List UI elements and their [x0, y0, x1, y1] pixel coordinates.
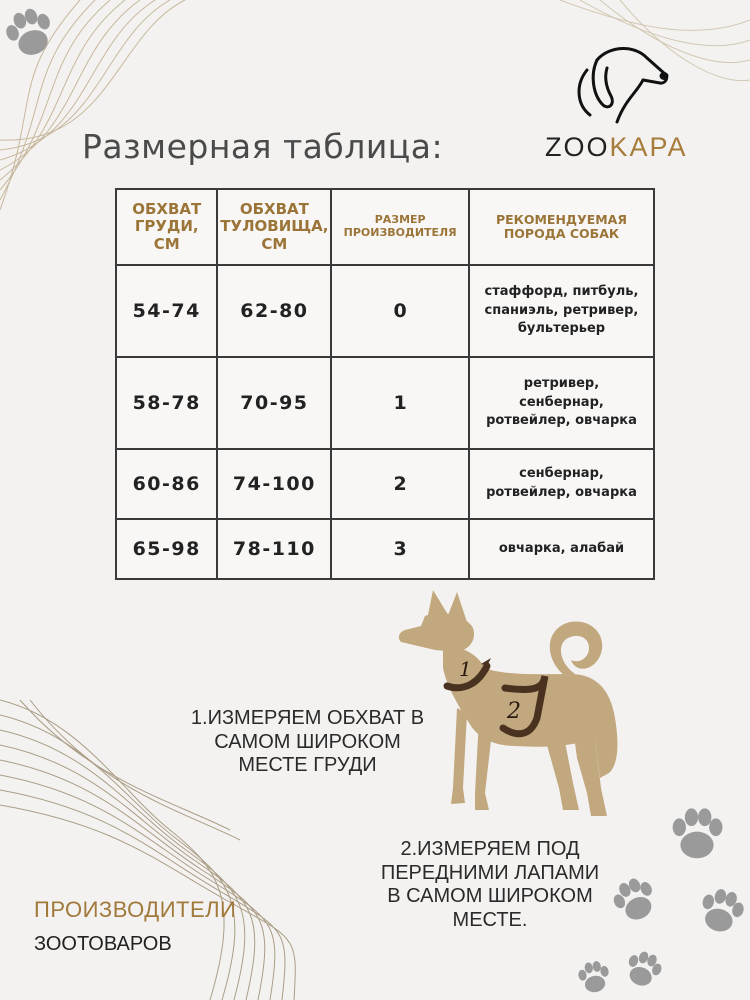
cell-size: 0 [331, 265, 469, 357]
paw-print-icon [622, 948, 664, 992]
table-row [116, 449, 654, 519]
header-size: РАЗМЕР ПРОИЗВОДИТЕЛЯ [331, 189, 469, 265]
cell-body: 70-95 [217, 357, 331, 449]
dog-label-1: 1 [459, 657, 472, 681]
cell-size: 2 [331, 449, 469, 519]
brand-name: ZOOKAPA [545, 132, 688, 162]
instruction-step-1: 1.ИЗМЕРЯЕМ ОБХВАТ В САМОМ ШИРОКОМ МЕСТЕ ГРУДИ [190, 707, 425, 777]
cell-chest: 60-86 [116, 449, 217, 519]
table-row [116, 357, 654, 449]
header-body: ОБХВАТ ТУЛОВИЩА, СМ [217, 189, 331, 265]
cell-chest: 58-78 [116, 357, 217, 449]
cell-breed: овчарка, алабай [469, 519, 654, 579]
dog-label-2: 2 [507, 699, 521, 724]
size-table [115, 188, 655, 580]
dog-head-logo-icon [565, 30, 675, 130]
paw-print-icon [575, 958, 613, 998]
footer-line-2: ЗООТОВАРОВ [34, 933, 172, 955]
paw-print-icon [666, 802, 728, 868]
page-title: Размерная таблица: [82, 127, 444, 166]
cell-body: 74-100 [217, 449, 331, 519]
table-row [116, 519, 654, 579]
paw-print-icon [2, 5, 58, 63]
footer-line-1: ПРОИЗВОДИТЕЛИ [34, 897, 237, 922]
cell-chest: 65-98 [116, 519, 217, 579]
dog-measurement-illustration [395, 588, 640, 838]
paw-print-icon [695, 885, 747, 939]
table-row [116, 265, 654, 357]
brand-logo [545, 30, 715, 170]
cell-size: 3 [331, 519, 469, 579]
header-chest: ОБХВАТ ГРУДИ, СМ [116, 189, 217, 265]
cell-body: 62-80 [217, 265, 331, 357]
cell-size: 1 [331, 357, 469, 449]
cell-breed: ретривер, сенбернар, ротвейлер, овчарка [469, 357, 654, 449]
table-header-row [116, 189, 654, 265]
cell-breed: сенбернар, ротвейлер, овчарка [469, 449, 654, 519]
cell-body: 78-110 [217, 519, 331, 579]
cell-chest: 54-74 [116, 265, 217, 357]
cell-breed: стаффорд, питбуль, спаниэль, ретривер, бультерьер [469, 265, 654, 357]
instruction-step-2: 2.ИЗМЕРЯЕМ ПОД ПЕРЕДНИМИ ЛАПАМИ В САМОМ ШИРОКОМ МЕСТЕ. [380, 838, 600, 931]
header-breed: РЕКОМЕНДУЕМАЯ ПОРОДА СОБАК [469, 189, 654, 265]
